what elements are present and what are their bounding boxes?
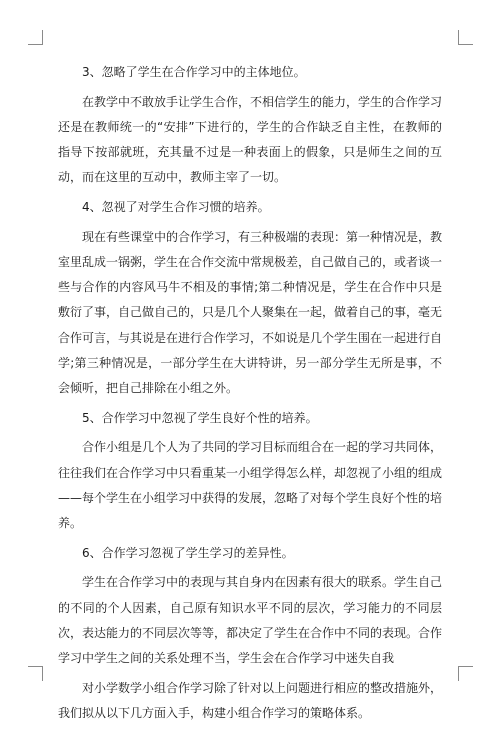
document-body xyxy=(58,60,442,731)
section-heading-4: 4、忽视了对学生合作习惯的培养。 xyxy=(82,200,270,215)
crop-mark-bottom-left xyxy=(28,666,43,681)
paragraph: 现在有些课堂中的合作学习，有三种极端的表现：第一种情况是，教室里乱成一锅粥，学生在合作交流中常规极差，自己做自己的，或者谈一些与合作的内容风马牛不相及的事情;第二种情况是，学生在合作中只是敷衍了事，自己做自己的，只是几个人聚集在一起，做着自己的事，毫无合作可言，与其说是在进行合作学习，不如说是几个学生围在一起进行自学;第三种情况是，一部分学生在大讲特讲，另一部分学生无所是事，不会倾听，把自己排除在小组之外。 xyxy=(58,229,443,395)
section-heading-5: 5、合作学习中忽视了学生良好个性的培养。 xyxy=(82,410,318,425)
crop-mark-top-right xyxy=(458,30,473,45)
paragraph: 合作小组是几个人为了共同的学习目标而组合在一起的学习共同体，往往我们在合作学习中只看重某一小组学得怎么样，却忽视了小组的组成——每个学生在小组学习中获得的发展，忽略了对每个学生良好个性的培养。 xyxy=(58,440,443,530)
paragraph: 对小学数学小组合作学习除了针对以上问题进行相应的整改措施外，我们拟从以下几方面入手，构建小组合作学习的策略体系。 xyxy=(58,680,443,720)
crop-mark-top-left xyxy=(28,30,43,45)
section-heading-6: 6、合作学习忽视了学生学习的差异性。 xyxy=(82,545,294,560)
section-heading-3: 3、忽略了学生在合作学习中的主体地位。 xyxy=(82,65,306,79)
crop-mark-bottom-right xyxy=(458,666,473,681)
paragraph: 学生在合作学习中的表现与其自身内在因素有很大的联系。学生自己的不同的个人因素，自己原有知识水平不同的层次，学习能力的不同层次，表达能力的不同层次等等，都决定了学生在合作中不同的表现。合作学习中学生之间的关系处理不当，学生会在合作学习中迷失自我 xyxy=(58,575,443,665)
paragraph: 在教学中不敢放手让学生合作，不相信学生的能力，学生的合作学习还是在教师统一的“安排”下进行的，学生的合作缺乏自主性，在教师的指导下按部就班，充其量不过是一种表面上的假象，只是师生之间的互动，而在这里的互动中，教师主宰了一切。 xyxy=(58,94,443,185)
